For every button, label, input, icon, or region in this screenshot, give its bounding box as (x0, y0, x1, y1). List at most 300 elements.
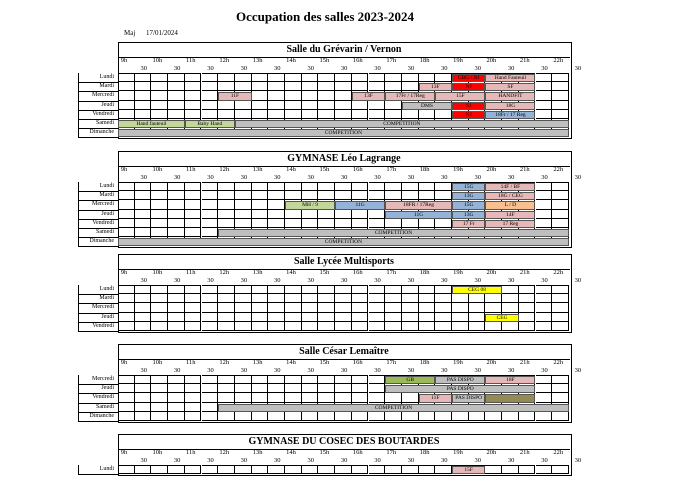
grid-cell (385, 219, 402, 228)
half-hour-label: 30 (340, 457, 348, 464)
grid-cell (168, 322, 185, 331)
grid-cell (185, 182, 202, 191)
hour-label: 22h (553, 449, 564, 456)
booking-bar: 11G (385, 211, 452, 219)
grid-cell (536, 322, 553, 331)
booking-bar: COMPETITION (218, 229, 569, 237)
half-hour-label: 30 (274, 174, 281, 181)
hour-label: 19h (453, 359, 463, 366)
grid-cell (318, 375, 335, 384)
grid-cell (202, 110, 219, 119)
grid-cell (185, 375, 202, 384)
grid-cell (135, 285, 152, 294)
grid-cell (335, 303, 352, 312)
grid-cell (352, 465, 369, 474)
grid-cell (552, 393, 569, 402)
grid-cell (268, 294, 285, 303)
day-label: Dimanche (89, 238, 114, 245)
day-label: Jeudi (101, 385, 114, 392)
grid-cell (536, 191, 553, 200)
grid-cell (369, 322, 386, 331)
grid-cell (202, 210, 219, 219)
grid-cell (552, 219, 569, 228)
update-label: Maj (124, 29, 136, 37)
grid-cell (419, 294, 436, 303)
half-hour-label: 30 (474, 367, 481, 374)
grid-cell (302, 393, 319, 402)
grid-cell (118, 322, 135, 331)
half-hour-label: 30 (441, 174, 448, 181)
grid-cell (318, 219, 335, 228)
grid-cell (402, 285, 419, 294)
grid-cell (536, 313, 553, 322)
grid-cell (151, 82, 168, 91)
day-label: Lundi (99, 74, 114, 80)
grid-cell (552, 110, 569, 119)
grid-cell (135, 219, 152, 228)
grid-cell (519, 285, 536, 294)
grid-cell (268, 91, 285, 100)
booking-bar: 13F (419, 83, 452, 91)
grid-cell (235, 191, 252, 200)
half-hour-label: 30 (274, 65, 281, 72)
half-hour-label: 30 (240, 457, 248, 464)
hour-label: 19h (453, 57, 463, 64)
grid-cell (218, 200, 235, 209)
grid-cell (519, 294, 536, 303)
grid-cell (318, 73, 335, 82)
grid-cell (252, 322, 269, 331)
grid-cell (552, 303, 569, 312)
grid-cell (302, 219, 319, 228)
grid-cell (552, 191, 569, 200)
grid-cell (235, 313, 252, 322)
booking-bar: PAS DISPO (385, 385, 535, 393)
grid-cell (235, 110, 252, 119)
hour-label: 20h (486, 57, 497, 64)
grid-cell (118, 200, 135, 209)
grid-cell (285, 82, 302, 91)
booking-bar: 15G (452, 201, 485, 209)
grid-cell (285, 465, 302, 474)
day-label: Samedi (96, 229, 114, 235)
grid-cell (469, 303, 486, 312)
hour-label: 22h (553, 57, 564, 64)
hour-label: 10h (152, 269, 163, 276)
grid-cell (536, 303, 553, 312)
grid-cell (202, 294, 219, 303)
grid-cell (452, 294, 469, 303)
half-hour-label: 30 (374, 277, 381, 284)
grid-cell (202, 303, 219, 312)
grid-cell (202, 228, 219, 237)
grid-cell (536, 294, 553, 303)
hour-label: 12h (219, 57, 230, 64)
half-hour-label: 30 (441, 277, 448, 284)
grid-cell (302, 101, 319, 110)
half-hour-label: 30 (507, 174, 515, 181)
grid-cell (285, 182, 302, 191)
grid-cell (402, 393, 419, 402)
grid-cell (118, 228, 135, 237)
grid-cell (369, 412, 386, 421)
grid-cell (385, 322, 402, 331)
hour-label: 19h (453, 166, 463, 173)
day-label: Lundi (99, 286, 114, 292)
day-column-line (78, 465, 79, 474)
half-hour-label: 30 (507, 65, 515, 72)
grid-cell (218, 110, 235, 119)
grid-cell (118, 210, 135, 219)
grid-cell (552, 182, 569, 191)
grid-cell (235, 101, 252, 110)
hour-label: 16h (352, 166, 363, 173)
grid-cell (552, 101, 569, 110)
grid-cell (135, 191, 152, 200)
grid-cell (268, 393, 285, 402)
booking-bar: 11G (335, 201, 385, 209)
grid-cell (118, 191, 135, 200)
grid-cell (268, 110, 285, 119)
grid-cell (318, 322, 335, 331)
grid-cell (135, 82, 152, 91)
grid-cell (118, 182, 135, 191)
grid-cell (435, 110, 452, 119)
hour-label: 15h (319, 57, 330, 64)
half-hour-label: 30 (207, 174, 214, 181)
grid-cell (168, 182, 185, 191)
booking-bar: COMPETITION (218, 404, 569, 412)
grid-cell (285, 110, 302, 119)
grid-cell (552, 200, 569, 209)
grid-cell (135, 384, 152, 393)
hour-label: 14h (286, 359, 296, 366)
hour-label: 20h (486, 269, 497, 276)
grid-cell (302, 303, 319, 312)
half-hour-label: 30 (173, 457, 181, 464)
booking-bar: 18FR / 17Reg (385, 201, 452, 209)
grid-cell (202, 182, 219, 191)
grid-cell (151, 285, 168, 294)
grid-cell (369, 219, 386, 228)
grid-cell (402, 110, 419, 119)
grid-cell (369, 393, 386, 402)
grid-cell (369, 182, 386, 191)
grid-cell (268, 182, 285, 191)
grid-cell (235, 82, 252, 91)
half-hour-label: 30 (140, 277, 147, 284)
booking-bar: 18G / CEG (485, 192, 535, 200)
hour-label: 20h (486, 166, 497, 173)
booking-bar: COMPETITION (235, 120, 569, 128)
hour-label: 15h (319, 269, 330, 276)
grid-cell (135, 393, 152, 402)
grid-cell (318, 384, 335, 393)
grid-cell (285, 219, 302, 228)
grid-cell (235, 200, 252, 209)
grid-cell (435, 285, 452, 294)
day-row-line (78, 474, 118, 475)
grid-cell (218, 182, 235, 191)
section-title: Salle du Grévarin / Vernon (286, 44, 402, 55)
grid-cell (135, 403, 152, 412)
booking-bar: 17 Reg (485, 220, 535, 228)
grid-cell (168, 313, 185, 322)
hour-label: 17h (386, 359, 397, 366)
half-hour-label: 30 (307, 277, 314, 284)
grid-cell (218, 303, 235, 312)
grid-cell (335, 285, 352, 294)
half-hour-label: 30 (407, 367, 415, 374)
grid-cell (252, 375, 269, 384)
half-hour-label: 30 (274, 367, 281, 374)
booking-bar: 15F (435, 92, 485, 100)
grid-cell (302, 465, 319, 474)
grid-cell (452, 313, 469, 322)
day-label: Samedi (96, 403, 114, 410)
grid-cell (335, 384, 352, 393)
grid-cell (536, 219, 553, 228)
hour-label: 15h (319, 166, 330, 173)
grid-cell (402, 322, 419, 331)
grid-cell (385, 393, 402, 402)
half-hour-label: 30 (407, 457, 415, 464)
grid-cell (435, 303, 452, 312)
grid-cell (252, 294, 269, 303)
grid-cell (118, 91, 135, 100)
half-hour-label: 30 (140, 65, 147, 72)
half-hour-label: 30 (541, 367, 548, 374)
grid-cell (135, 200, 152, 209)
half-hour-label: 30 (541, 457, 548, 464)
update-date: 17/01/2024 (146, 29, 178, 37)
grid-cell (402, 313, 419, 322)
grid-cell (452, 303, 469, 312)
half-hour-label: 30 (240, 367, 248, 374)
grid-cell (135, 110, 152, 119)
hour-label: 20h (486, 359, 497, 366)
booking-bar: 18G (485, 102, 535, 110)
grid-cell (151, 182, 168, 191)
grid-cell (435, 182, 452, 191)
half-hour-label: 30 (574, 65, 582, 72)
grid-cell (285, 384, 302, 393)
half-hour-label: 30 (140, 367, 147, 374)
grid-cell (202, 465, 219, 474)
half-hour-label: 30 (173, 277, 181, 284)
hour-label: 14h (286, 449, 296, 456)
grid-cell (185, 101, 202, 110)
grid-cell (168, 285, 185, 294)
grid-cell (235, 73, 252, 82)
grid-cell (151, 91, 168, 100)
grid-cell (285, 303, 302, 312)
grid-cell (252, 191, 269, 200)
grid-cell (352, 82, 369, 91)
grid-cell (302, 73, 319, 82)
grid-cell (268, 285, 285, 294)
grid-cell (519, 412, 536, 421)
booking-bar: COMPETITION (118, 129, 569, 137)
grid-cell (369, 465, 386, 474)
grid-cell (536, 393, 553, 402)
section-title: Salle César Lemaître (299, 346, 389, 357)
half-hour-label: 30 (207, 457, 214, 464)
booking-bar: PAS DISPO (452, 394, 485, 402)
grid-cell (402, 191, 419, 200)
hour-label: 12h (219, 359, 230, 366)
grid-cell (135, 210, 152, 219)
grid-cell (352, 191, 369, 200)
grid-cell (202, 285, 219, 294)
grid-cell (369, 303, 386, 312)
grid-cell (402, 294, 419, 303)
grid-cell (168, 412, 185, 421)
grid-cell (285, 73, 302, 82)
half-hour-label: 30 (207, 367, 214, 374)
hour-label: 18h (419, 269, 430, 276)
grid-cell (285, 393, 302, 402)
grid-cell (118, 403, 135, 412)
grid-cell (202, 403, 219, 412)
grid-cell (435, 465, 452, 474)
grid-cell (118, 219, 135, 228)
grid-cell (318, 182, 335, 191)
grid-cell (218, 82, 235, 91)
hour-label: 14h (286, 57, 296, 64)
hour-label: 10h (152, 166, 163, 173)
hour-label: 16h (352, 269, 363, 276)
grid-cell (385, 294, 402, 303)
grid-cell (218, 73, 235, 82)
grid-cell (235, 303, 252, 312)
grid-cell (151, 73, 168, 82)
day-label: Vendredi (92, 322, 114, 329)
grid-cell (536, 375, 553, 384)
grid-cell (552, 82, 569, 91)
day-label: Mercredi (92, 304, 114, 311)
booking-bar: Baby Hand (185, 120, 235, 128)
day-label: Vendredi (92, 219, 114, 226)
day-label: Mercredi (92, 201, 114, 208)
grid-cell (218, 219, 235, 228)
hour-label: 11h (186, 166, 196, 173)
half-hour-label: 30 (574, 367, 582, 374)
half-hour-label: 30 (274, 277, 281, 284)
grid-cell (385, 313, 402, 322)
half-hour-label: 30 (407, 277, 415, 284)
booking-bar: 11F (218, 92, 251, 100)
day-column-line (78, 285, 79, 331)
grid-cell (118, 375, 135, 384)
booking-bar: NJ (452, 111, 485, 119)
hour-label: 17h (386, 166, 397, 173)
grid-cell (252, 412, 269, 421)
hour-label: 9h (120, 449, 128, 456)
half-hour-label: 30 (307, 367, 314, 374)
grid-cell (135, 91, 152, 100)
grid-cell (185, 465, 202, 474)
grid-cell (185, 384, 202, 393)
hour-label: 22h (553, 269, 564, 276)
grid-cell (435, 313, 452, 322)
grid-cell (352, 110, 369, 119)
grid-cell (302, 384, 319, 393)
hour-label: 10h (152, 359, 163, 366)
grid-cell (335, 191, 352, 200)
half-hour-label: 30 (574, 174, 582, 181)
day-label: Dimanche (89, 412, 114, 419)
grid-cell (435, 73, 452, 82)
hour-label: 9h (120, 166, 128, 173)
hour-label: 17h (386, 449, 397, 456)
hour-label: 12h (219, 166, 230, 173)
grid-cell (485, 412, 502, 421)
booking-bar: 18F (485, 376, 535, 384)
hour-label: 16h (352, 449, 363, 456)
grid-cell (268, 384, 285, 393)
grid-cell (335, 375, 352, 384)
grid-cell (536, 285, 553, 294)
grid-cell (552, 73, 569, 82)
half-hour-label: 30 (240, 65, 248, 72)
day-label: Mercredi (92, 376, 114, 382)
grid-cell (352, 294, 369, 303)
grid-cell (218, 465, 235, 474)
grid-cell (202, 82, 219, 91)
grid-cell (235, 210, 252, 219)
grid-cell (352, 384, 369, 393)
half-hour-label: 30 (574, 277, 582, 284)
hour-label: 17h (386, 269, 397, 276)
grid-cell (151, 101, 168, 110)
grid-cell (318, 101, 335, 110)
grid-cell (151, 393, 168, 402)
grid-cell (118, 303, 135, 312)
grid-cell (352, 303, 369, 312)
booking-bar: 13G (452, 192, 485, 200)
grid-cell (369, 375, 386, 384)
hour-label: 10h (152, 57, 163, 64)
booking-bar: CBG / NJ (452, 74, 485, 82)
grid-cell (552, 294, 569, 303)
grid-cell (552, 91, 569, 100)
grid-cell (552, 285, 569, 294)
grid-cell (335, 73, 352, 82)
grid-cell (369, 210, 386, 219)
hour-label: 13h (252, 166, 263, 173)
hour-label: 18h (419, 449, 430, 456)
grid-cell (502, 465, 519, 474)
half-hour-label: 30 (441, 65, 448, 72)
half-hour-label: 30 (173, 367, 181, 374)
grid-cell (252, 303, 269, 312)
grid-cell (536, 200, 553, 209)
booking-bar (485, 394, 535, 402)
grid-cell (185, 200, 202, 209)
booking-bar: 15G (452, 183, 485, 191)
grid-cell (202, 322, 219, 331)
grid-cell (552, 313, 569, 322)
grid-cell (419, 412, 436, 421)
grid-cell (536, 101, 553, 110)
grid-cell (185, 210, 202, 219)
grid-cell (352, 210, 369, 219)
booking-bar: SF (485, 83, 535, 91)
grid-cell (369, 384, 386, 393)
grid-cell (118, 412, 135, 421)
grid-cell (235, 182, 252, 191)
